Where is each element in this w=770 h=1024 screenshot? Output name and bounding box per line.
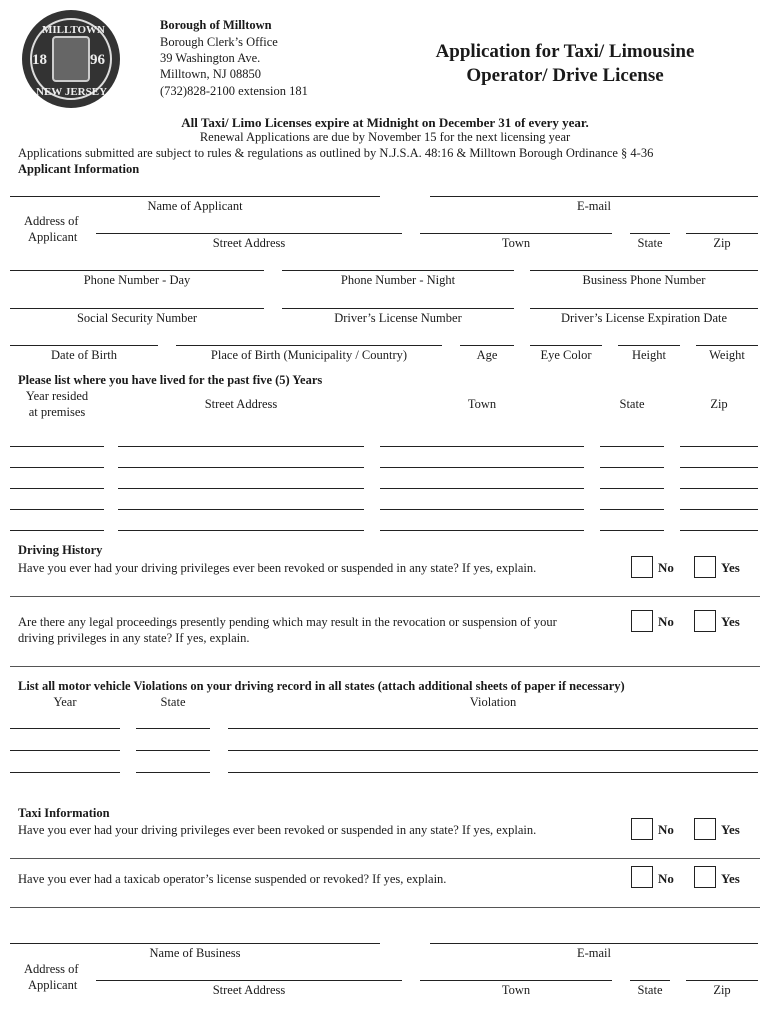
clerk-office: Borough Clerk’s Office bbox=[160, 35, 278, 49]
eye-color-label: Eye Color bbox=[540, 348, 592, 362]
weight-label: Weight bbox=[709, 348, 745, 362]
taxi-q1-no-label: No bbox=[658, 822, 674, 837]
business-state-label: State bbox=[637, 983, 663, 997]
applicant-email-label: E-mail bbox=[576, 199, 611, 213]
driving-history-heading: Driving History bbox=[18, 543, 103, 557]
phone-business-field[interactable] bbox=[530, 270, 758, 271]
residence-street-field[interactable] bbox=[118, 530, 364, 531]
residence-heading: Please list where you have lived for the past five (5) Years bbox=[18, 373, 323, 387]
renewal-notice: Renewal Applications are due by November 15 for the next licensing year bbox=[199, 130, 571, 144]
phone-night-label: Phone Number - Night bbox=[340, 273, 456, 287]
residence-year-label-1: Year resided bbox=[25, 389, 89, 403]
phone-night-field[interactable] bbox=[282, 270, 514, 271]
business-email-label: E-mail bbox=[576, 946, 611, 960]
driving-q1-no-checkbox[interactable] bbox=[631, 556, 653, 578]
applicant-info-heading: Applicant Information bbox=[18, 162, 140, 176]
phone-business-label: Business Phone Number bbox=[582, 273, 706, 287]
applicant-zip-label: Zip bbox=[713, 236, 731, 250]
dl-number-field[interactable] bbox=[282, 308, 514, 309]
taxi-q2-explain-line[interactable] bbox=[10, 907, 760, 908]
business-name-label: Name of Business bbox=[149, 946, 241, 960]
residence-year-field[interactable] bbox=[10, 488, 104, 489]
violation-state-field[interactable] bbox=[136, 728, 210, 729]
form-title-line-2: Operator/ Drive License bbox=[466, 65, 664, 86]
taxi-q1-yes-label: Yes bbox=[721, 822, 740, 837]
applicant-state-field[interactable] bbox=[630, 233, 670, 234]
residence-state-label: State bbox=[619, 397, 645, 411]
residence-state-field[interactable] bbox=[600, 530, 664, 531]
business-zip-label: Zip bbox=[713, 983, 731, 997]
driving-history-question-2-line-2: driving privileges in any state? If yes, explain. bbox=[18, 631, 250, 645]
residence-zip-label: Zip bbox=[710, 397, 728, 411]
driving-q2-yes-checkbox[interactable] bbox=[694, 610, 716, 632]
driving-q2-explain-line[interactable] bbox=[10, 666, 760, 667]
residence-zip-field[interactable] bbox=[680, 488, 758, 489]
business-town-field[interactable] bbox=[420, 980, 612, 981]
driving-q2-no-label: No bbox=[658, 614, 674, 629]
business-address-label-1: Address of bbox=[24, 962, 79, 976]
seal-year-left: 18 bbox=[32, 52, 47, 68]
taxi-question-1: Have you ever had your driving privileges ever been revoked or suspended in any state? If yes, explain. bbox=[18, 823, 537, 837]
address-line-1: 39 Washington Ave. bbox=[160, 51, 261, 65]
taxi-q1-no-checkbox[interactable] bbox=[631, 818, 653, 840]
driving-history-question-1: Have you ever had your driving privileges ever been revoked or suspended in any state? If yes, explain. bbox=[18, 561, 537, 575]
phone-number: (732)828-2100 extension 181 bbox=[160, 84, 308, 98]
applicant-town-label: Town bbox=[501, 236, 531, 250]
residence-street-label: Street Address bbox=[204, 397, 278, 411]
business-name-field[interactable] bbox=[10, 943, 380, 944]
height-label: Height bbox=[631, 348, 667, 362]
applicant-town-field[interactable] bbox=[420, 233, 612, 234]
violations-violation-label: Violation bbox=[469, 695, 517, 709]
rules-notice: Applications submitted are subject to rules & regulations as outlined by N.J.S.A. 48:16 & Milltown Borough Ordinance § 4-36 bbox=[18, 146, 654, 160]
taxi-q2-no-checkbox[interactable] bbox=[631, 866, 653, 888]
residence-year-field[interactable] bbox=[10, 530, 104, 531]
applicant-address-label-1: Address of bbox=[24, 214, 79, 228]
residence-state-field[interactable] bbox=[600, 467, 664, 468]
driving-q1-yes-label: Yes bbox=[721, 560, 740, 575]
age-field[interactable] bbox=[460, 345, 514, 346]
applicant-name-field[interactable] bbox=[10, 196, 380, 197]
eye-color-field[interactable] bbox=[530, 345, 602, 346]
residence-street-field[interactable] bbox=[118, 446, 364, 447]
seal-emblem bbox=[52, 36, 90, 82]
height-field[interactable] bbox=[618, 345, 680, 346]
phone-day-label: Phone Number - Day bbox=[83, 273, 191, 287]
org-name: Borough of Milltown bbox=[160, 18, 272, 32]
residence-street-field[interactable] bbox=[118, 509, 364, 510]
violation-description-field[interactable] bbox=[228, 750, 758, 751]
driving-history-question-2-line-1: Are there any legal proceedings presently pending which may result in the revocation or suspension of your bbox=[18, 615, 557, 629]
business-email-field[interactable] bbox=[430, 943, 758, 944]
taxi-q2-yes-label: Yes bbox=[721, 871, 740, 886]
applicant-address-label-2: Applicant bbox=[28, 230, 78, 244]
residence-street-field[interactable] bbox=[118, 467, 364, 468]
dl-expiration-field[interactable] bbox=[530, 308, 758, 309]
violation-description-field[interactable] bbox=[228, 772, 758, 773]
driving-q1-explain-line[interactable] bbox=[10, 596, 760, 597]
driving-q2-no-checkbox[interactable] bbox=[631, 610, 653, 632]
residence-street-field[interactable] bbox=[118, 488, 364, 489]
taxi-info-heading: Taxi Information bbox=[18, 806, 110, 820]
form-title-line-1: Application for Taxi/ Limousine bbox=[435, 41, 695, 62]
business-street-field[interactable] bbox=[96, 980, 402, 981]
violation-year-field[interactable] bbox=[10, 728, 120, 729]
phone-day-field[interactable] bbox=[10, 270, 264, 271]
violations-heading: List all motor vehicle Violations on your driving record in all states (attach additional sheets of paper if necessary) bbox=[18, 679, 625, 693]
taxi-q2-yes-checkbox[interactable] bbox=[694, 866, 716, 888]
residence-town-field[interactable] bbox=[380, 488, 584, 489]
taxi-question-2: Have you ever had a taxicab operator’s license suspended or revoked? If yes, explain. bbox=[18, 872, 447, 886]
violation-year-field[interactable] bbox=[10, 750, 120, 751]
applicant-zip-field[interactable] bbox=[686, 233, 758, 234]
residence-zip-field[interactable] bbox=[680, 467, 758, 468]
driving-q1-yes-checkbox[interactable] bbox=[694, 556, 716, 578]
residence-year-label-2: at premises bbox=[28, 405, 86, 419]
taxi-q1-explain-line[interactable] bbox=[10, 858, 760, 859]
residence-zip-field[interactable] bbox=[680, 530, 758, 531]
applicant-street-field[interactable] bbox=[96, 233, 402, 234]
residence-year-field[interactable] bbox=[10, 446, 104, 447]
residence-state-field[interactable] bbox=[600, 446, 664, 447]
applicant-email-field[interactable] bbox=[430, 196, 758, 197]
residence-town-field[interactable] bbox=[380, 530, 584, 531]
seal-year-right: 96 bbox=[90, 52, 105, 68]
violations-year-label: Year bbox=[53, 695, 77, 709]
seal-top-text: MILLTOWN bbox=[42, 24, 105, 36]
applicant-state-label: State bbox=[637, 236, 663, 250]
residence-town-field[interactable] bbox=[380, 446, 584, 447]
residence-state-field[interactable] bbox=[600, 488, 664, 489]
expiry-notice: All Taxi/ Limo Licenses expire at Midnight on December 31 of every year. bbox=[181, 115, 589, 130]
applicant-name-label: Name of Applicant bbox=[147, 199, 243, 213]
driving-q2-yes-label: Yes bbox=[721, 614, 740, 629]
business-zip-field[interactable] bbox=[686, 980, 758, 981]
business-state-field[interactable] bbox=[630, 980, 670, 981]
form-title bbox=[400, 40, 730, 88]
violation-state-field[interactable] bbox=[136, 750, 210, 751]
taxi-q1-yes-checkbox[interactable] bbox=[694, 818, 716, 840]
driving-q1-no-label: No bbox=[658, 560, 674, 575]
taxi-q2-no-label: No bbox=[658, 871, 674, 886]
pob-label: Place of Birth (Municipality / Country) bbox=[210, 348, 408, 362]
address-line-2: Milltown, NJ 08850 bbox=[160, 67, 262, 81]
business-street-label: Street Address bbox=[212, 983, 286, 997]
residence-zip-field[interactable] bbox=[680, 509, 758, 510]
residence-state-field[interactable] bbox=[600, 509, 664, 510]
business-address-label-2: Applicant bbox=[28, 978, 78, 992]
dob-field[interactable] bbox=[10, 345, 158, 346]
ssn-label: Social Security Number bbox=[76, 311, 198, 325]
business-town-label: Town bbox=[501, 983, 531, 997]
residence-town-field[interactable] bbox=[380, 509, 584, 510]
residence-zip-field[interactable] bbox=[680, 446, 758, 447]
dl-expiration-label: Driver’s License Expiration Date bbox=[560, 311, 728, 325]
borough-seal bbox=[22, 10, 120, 108]
violation-description-field[interactable] bbox=[228, 728, 758, 729]
residence-town-field[interactable] bbox=[380, 467, 584, 468]
violation-year-field[interactable] bbox=[10, 772, 120, 773]
applicant-street-label: Street Address bbox=[212, 236, 286, 250]
ssn-field[interactable] bbox=[10, 308, 264, 309]
residence-town-label: Town bbox=[467, 397, 497, 411]
residence-year-field[interactable] bbox=[10, 467, 104, 468]
violation-state-field[interactable] bbox=[136, 772, 210, 773]
age-label: Age bbox=[476, 348, 498, 362]
dob-label: Date of Birth bbox=[51, 348, 117, 362]
seal-bottom-text: NEW JERSEY bbox=[36, 86, 108, 98]
residence-year-field[interactable] bbox=[10, 509, 104, 510]
violations-state-label: State bbox=[160, 695, 186, 709]
weight-field[interactable] bbox=[696, 345, 758, 346]
dl-number-label: Driver’s License Number bbox=[334, 311, 462, 325]
pob-field[interactable] bbox=[176, 345, 442, 346]
